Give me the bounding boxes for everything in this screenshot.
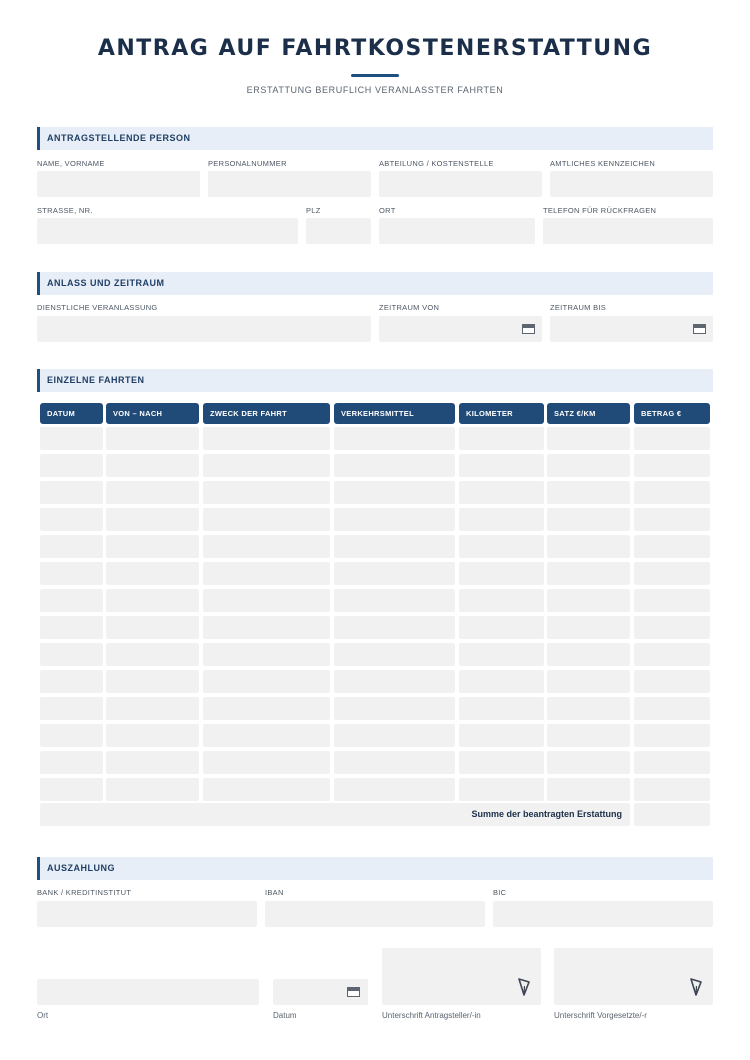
trip-cell-verkehrsmittel[interactable] [334,508,455,531]
trip-cell-kilometer[interactable] [459,454,544,477]
section-title: ANLASS UND ZEITRAUM [47,278,165,288]
pen-nib-icon [517,977,531,997]
trip-cell-von-nach[interactable] [106,724,199,747]
trip-cell-verkehrsmittel[interactable] [334,481,455,504]
trip-cell-betrag[interactable] [634,481,710,504]
trip-cell-kilometer[interactable] [459,481,544,504]
trip-cell-satz[interactable] [547,454,630,477]
trip-cell-satz[interactable] [547,616,630,639]
sum-label: Summe der beantragten Erstattung [471,809,622,819]
trip-cell-von-nach[interactable] [106,697,199,720]
trip-cell-zweck[interactable] [203,589,330,612]
trip-cell-betrag[interactable] [634,724,710,747]
trip-cell-zweck[interactable] [203,562,330,585]
trip-cell-von-nach[interactable] [106,643,199,666]
trip-cell-kilometer[interactable] [459,724,544,747]
trip-cell-verkehrsmittel[interactable] [334,751,455,774]
section-title: ANTRAGSTELLENDE PERSON [47,133,191,143]
label-bank: BANK / KREDITINSTITUT [37,888,132,897]
trip-cell-kilometer[interactable] [459,616,544,639]
label-datum-footer: Datum [273,1011,297,1020]
sum-value-field[interactable] [634,803,710,826]
trip-cell-betrag[interactable] [634,616,710,639]
trip-cell-satz[interactable] [547,508,630,531]
trip-cell-betrag[interactable] [634,535,710,558]
trip-cell-von-nach[interactable] [106,481,199,504]
trip-cell-satz[interactable] [547,535,630,558]
label-unterschrift-vorgesetzte: Unterschrift Vorgesetzte/-r [554,1011,647,1020]
column-header-datum: DATUM [40,403,103,424]
trip-cell-kilometer[interactable] [459,751,544,774]
trip-cell-von-nach[interactable] [106,670,199,693]
trip-cell-satz[interactable] [547,778,630,801]
trip-cell-verkehrsmittel[interactable] [334,562,455,585]
trip-cell-kilometer[interactable] [459,562,544,585]
trip-cell-betrag[interactable] [634,562,710,585]
datum-footer-field[interactable] [273,979,368,1005]
column-header-verkehrsmittel: VERKEHRSMITTEL [334,403,455,424]
trip-cell-von-nach[interactable] [106,616,199,639]
trip-cell-verkehrsmittel[interactable] [334,778,455,801]
trip-cell-zweck[interactable] [203,643,330,666]
trip-cell-datum[interactable] [40,427,103,450]
trip-cell-betrag[interactable] [634,508,710,531]
trip-cell-kilometer[interactable] [459,427,544,450]
zeitraum-von-field[interactable] [379,316,542,342]
section-header-person [37,127,713,150]
trip-cell-kilometer[interactable] [459,535,544,558]
trip-cell-verkehrsmittel[interactable] [334,616,455,639]
page-title: ANTRAG AUF FAHRTKOSTENERSTATTUNG [97,36,653,61]
trip-cell-satz[interactable] [547,670,630,693]
label-ort-footer: Ort [37,1011,49,1020]
label-abteilung: ABTEILUNG / KOSTENSTELLE [379,159,494,168]
strasse-field[interactable] [37,218,298,244]
label-iban: IBAN [265,888,284,897]
calendar-icon[interactable] [693,324,706,334]
trip-cell-zweck[interactable] [203,508,330,531]
trip-cell-satz[interactable] [547,724,630,747]
trip-cell-satz[interactable] [547,589,630,612]
trip-cell-datum[interactable] [40,454,103,477]
trip-cell-von-nach[interactable] [106,778,199,801]
pen-nib-icon [689,977,703,997]
iban-field[interactable] [265,901,485,927]
trip-cell-verkehrsmittel[interactable] [334,427,455,450]
trip-cell-betrag[interactable] [634,589,710,612]
trip-cell-satz[interactable] [547,751,630,774]
trip-cell-kilometer[interactable] [459,589,544,612]
label-zeitraum-bis: ZEITRAUM BIS [550,303,607,312]
trip-cell-zweck[interactable] [203,535,330,558]
trip-cell-von-nach[interactable] [106,589,199,612]
label-veranlassung: DIENSTLICHE VERANLASSUNG [37,303,158,312]
telefon-field[interactable] [543,218,713,244]
trip-cell-betrag[interactable] [634,427,710,450]
label-bic: BIC [493,888,507,897]
trip-cell-verkehrsmittel[interactable] [334,724,455,747]
label-kennzeichen: AMTLICHES KENNZEICHEN [550,159,656,168]
ort-footer-field[interactable] [37,979,259,1005]
trip-cell-datum[interactable] [40,643,103,666]
trip-cell-zweck[interactable] [203,481,330,504]
label-personalnummer: PERSONALNUMMER [208,159,287,168]
label-zeitraum-von: ZEITRAUM VON [379,303,440,312]
trip-cell-von-nach[interactable] [106,508,199,531]
trip-cell-datum[interactable] [40,562,103,585]
label-strasse: STRASSE, NR. [37,206,93,215]
trip-cell-kilometer[interactable] [459,670,544,693]
plz-field[interactable] [306,218,371,244]
trip-cell-datum[interactable] [40,751,103,774]
column-header-zweck: ZWECK DER FAHRT [203,403,330,424]
trip-cell-von-nach[interactable] [106,751,199,774]
trip-cell-satz[interactable] [547,481,630,504]
bank-field[interactable] [37,901,257,927]
trip-cell-zweck[interactable] [203,670,330,693]
label-ort: ORT [379,206,396,215]
veranlassung-field[interactable] [37,316,371,342]
section-title: EINZELNE FAHRTEN [47,375,145,385]
zeitraum-bis-field[interactable] [550,316,713,342]
trip-cell-datum[interactable] [40,508,103,531]
trip-cell-verkehrsmittel[interactable] [334,454,455,477]
trip-cell-datum[interactable] [40,670,103,693]
calendar-icon[interactable] [522,324,535,334]
section-header-anlass [37,272,713,295]
trip-cell-satz[interactable] [547,427,630,450]
trip-cell-betrag[interactable] [634,454,710,477]
trip-cell-zweck[interactable] [203,778,330,801]
calendar-icon[interactable] [347,987,360,997]
name-field[interactable] [37,171,200,197]
trip-cell-datum[interactable] [40,616,103,639]
bic-field[interactable] [493,901,713,927]
trip-cell-betrag[interactable] [634,751,710,774]
trip-cell-von-nach[interactable] [106,535,199,558]
trip-cell-datum[interactable] [40,481,103,504]
section-header-fahrten [37,369,713,392]
section-title: AUSZAHLUNG [47,863,115,873]
trip-cell-verkehrsmittel[interactable] [334,697,455,720]
section-header-auszahlung [37,857,713,880]
trip-cell-satz[interactable] [547,697,630,720]
trip-cell-datum[interactable] [40,724,103,747]
page-subtitle: ERSTATTUNG BERUFLICH VERANLASSTER FAHRTEN [246,85,504,95]
trip-cell-von-nach[interactable] [106,454,199,477]
trip-cell-betrag[interactable] [634,643,710,666]
trip-cell-zweck[interactable] [203,751,330,774]
kennzeichen-field[interactable] [550,171,713,197]
signature-field-vorgesetzte[interactable] [554,948,713,1005]
ort-field[interactable] [379,218,535,244]
trip-cell-datum[interactable] [40,778,103,801]
trip-cell-zweck[interactable] [203,616,330,639]
trip-cell-betrag[interactable] [634,670,710,693]
signature-field-antragsteller[interactable] [382,948,541,1005]
trip-cell-zweck[interactable] [203,427,330,450]
trip-cell-datum[interactable] [40,697,103,720]
column-header-satz: SATZ €/KM [547,403,630,424]
trip-cell-datum[interactable] [40,589,103,612]
trip-cell-betrag[interactable] [634,697,710,720]
trip-cell-verkehrsmittel[interactable] [334,670,455,693]
trip-cell-satz[interactable] [547,643,630,666]
trip-cell-von-nach[interactable] [106,427,199,450]
trip-cell-kilometer[interactable] [459,697,544,720]
trip-cell-verkehrsmittel[interactable] [334,535,455,558]
label-telefon: TELEFON FÜR RÜCKFRAGEN [543,206,657,215]
label-unterschrift-antragsteller: Unterschrift Antragsteller/-in [382,1011,481,1020]
column-header-kilometer: KILOMETER [459,403,544,424]
trip-cell-zweck[interactable] [203,724,330,747]
abteilung-field[interactable] [379,171,542,197]
column-header-von-nach: VON – NACH [106,403,199,424]
trip-cell-zweck[interactable] [203,697,330,720]
label-plz: PLZ [306,206,321,215]
column-header-betrag: BETRAG € [634,403,710,424]
trip-cell-datum[interactable] [40,535,103,558]
trip-cell-kilometer[interactable] [459,508,544,531]
trip-cell-verkehrsmittel[interactable] [334,643,455,666]
trip-cell-verkehrsmittel[interactable] [334,589,455,612]
title-underline [351,74,399,77]
sum-row [40,803,630,826]
trip-cell-von-nach[interactable] [106,562,199,585]
trip-cell-kilometer[interactable] [459,778,544,801]
trip-cell-satz[interactable] [547,562,630,585]
trip-cell-zweck[interactable] [203,454,330,477]
label-name: NAME, VORNAME [37,159,105,168]
personalnummer-field[interactable] [208,171,371,197]
trip-cell-betrag[interactable] [634,778,710,801]
trip-cell-kilometer[interactable] [459,643,544,666]
